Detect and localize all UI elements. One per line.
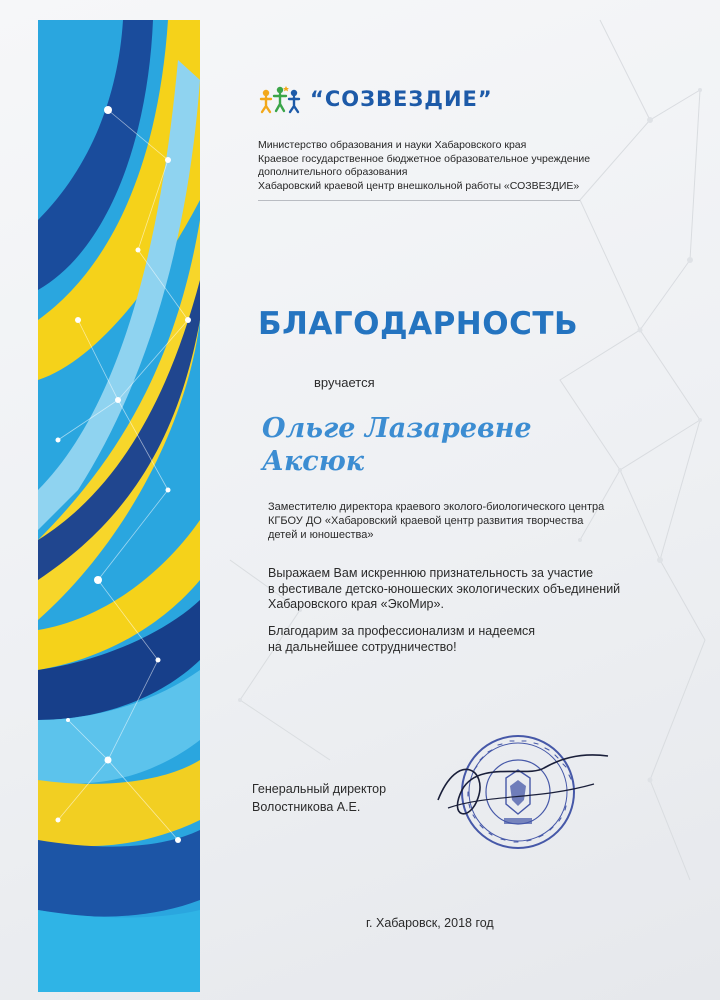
recipient-first-line: Ольге Лазаревне	[262, 413, 532, 444]
gratitude-line: Выражаем Вам искреннюю признательность за участие	[268, 566, 594, 580]
position-line: КГБОУ ДО «Хабаровский краевой центр развития творчества	[268, 515, 584, 527]
organization-block	[258, 139, 598, 193]
position-line: Заместителю директора краевого эколого-биологического центра	[268, 501, 605, 513]
logo	[258, 84, 493, 114]
signer-block	[252, 780, 386, 816]
logo-quote-close: ”	[477, 87, 493, 111]
organization-line: Краевое государственное бюджетное образовательное учреждение	[258, 152, 591, 165]
position-line: детей и юношества»	[268, 529, 374, 541]
recipient-surname: Аксюк	[262, 446, 365, 477]
logo-figures-icon	[258, 84, 304, 114]
decorative-wave-artwork	[38, 20, 200, 992]
logo-quote-open: “	[310, 87, 325, 111]
organization-line: Хабаровский краевой центр внешкольной работы «СОЗВЕЗДИЕ»	[258, 179, 580, 192]
gratitude-line: в фестивале детско-юношеских экологических объединений	[268, 581, 621, 596]
logo-name	[310, 87, 493, 111]
thanks-line: Благодарим за профессионализм и надеемся	[268, 624, 536, 638]
signer-name: Волостникова А.Е.	[252, 800, 361, 814]
page-title: БЛАГОДАРНОСТЬ	[258, 306, 579, 342]
recipient-name	[262, 412, 532, 478]
signer-title: Генеральный директор	[252, 782, 387, 796]
organization-line: Министерство образования и науки Хабаровского края	[258, 139, 527, 151]
divider	[258, 200, 580, 201]
gratitude-text	[268, 566, 620, 613]
place-and-date: г. Хабаровск, 2018 год	[366, 916, 494, 930]
logo-name-text: СОЗВЕЗДИЕ	[324, 87, 478, 111]
gratitude-line: Хабаровского края «ЭкоМир».	[268, 597, 444, 611]
presented-label: вручается	[314, 375, 375, 390]
recipient-position	[268, 500, 604, 542]
organization-line: дополнительного образования	[258, 166, 408, 178]
official-seal	[418, 730, 618, 850]
thanks-text	[268, 624, 535, 655]
thanks-line: на дальнейшее сотрудничество!	[268, 639, 457, 654]
